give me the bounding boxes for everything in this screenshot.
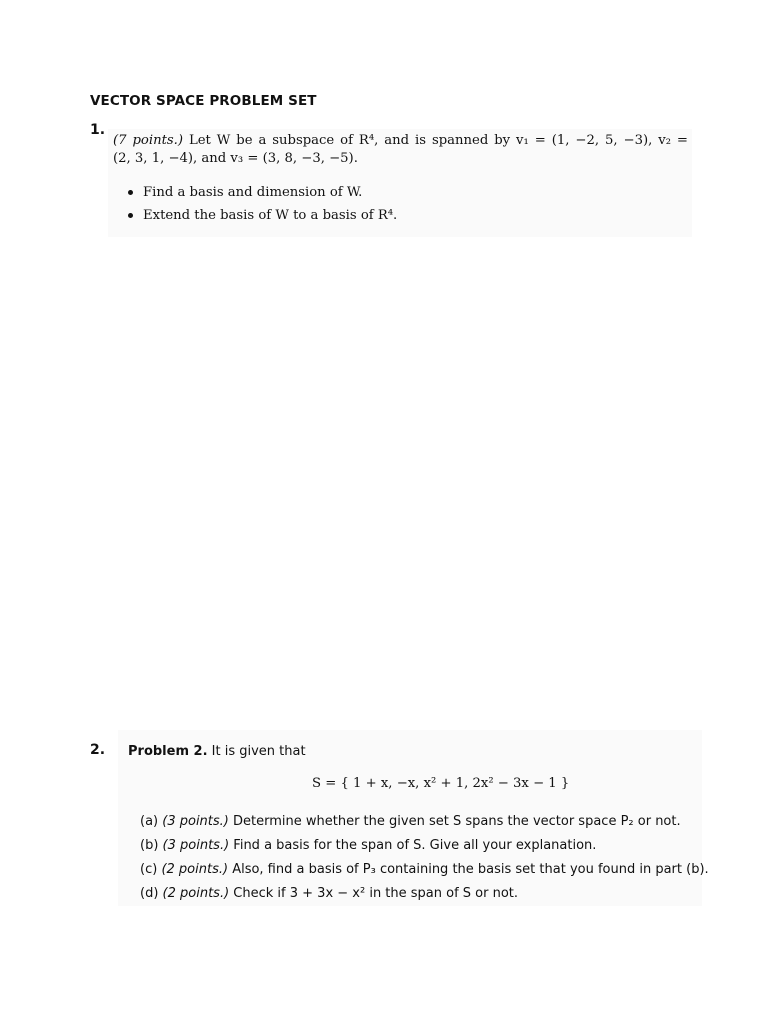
part-text: Determine whether the given set S spans the vector space P₂ or not. [233, 814, 681, 829]
page-title: VECTOR SPACE PROBLEM SET [90, 93, 317, 109]
problem-2-block [118, 730, 709, 906]
part-label: (d) [140, 886, 159, 901]
part-points: (2 points.) [161, 862, 229, 877]
problem-1-bullet-list [128, 181, 397, 227]
part-label: (b) [140, 838, 159, 853]
list-item [128, 204, 397, 227]
list-item [140, 810, 709, 834]
problem-1-statement-line-1: Let W be a subspace of R⁴, and is spanned by v₁ = (1, −2, 5, −3), v₂ = [188, 133, 688, 148]
problem-2-heading: Problem 2. [128, 744, 208, 759]
part-text: Check if 3 + 3x − x² in the span of S or not. [233, 886, 519, 901]
part-label: (a) [140, 814, 159, 829]
problem-1-number: 1. [90, 122, 106, 138]
part-points: (2 points.) [162, 886, 230, 901]
part-text: Also, find a basis of P₃ containing the basis set that you found in part (b). [232, 862, 709, 877]
problem-1-points: (7 points.) [113, 133, 183, 148]
part-points: (3 points.) [162, 814, 229, 829]
list-item [140, 882, 709, 906]
set-equation: S = { 1 + x, −x, x² + 1, 2x² − 3x − 1 } [312, 776, 570, 791]
bullet-text: Find a basis and dimension of W. [143, 185, 363, 200]
bullet-icon [128, 190, 133, 195]
problem-2-number: 2. [90, 742, 106, 758]
bullet-text: Extend the basis of W to a basis of R⁴. [143, 208, 398, 223]
problem-2-parts [140, 810, 709, 906]
problem-1-block [108, 129, 692, 237]
part-points: (3 points.) [162, 838, 230, 853]
list-item [128, 181, 397, 204]
problem-1-statement-line-2: (2, 3, 1, −4), and v₃ = (3, 8, −3, −5). [113, 151, 358, 166]
problem-2-intro-text: It is given that [211, 744, 306, 759]
list-item [140, 834, 709, 858]
part-label: (c) [140, 862, 158, 877]
part-text: Find a basis for the span of S. Give all your explanation. [233, 838, 597, 853]
bullet-icon [128, 213, 133, 218]
problem-2-intro [128, 744, 306, 759]
problem-1-statement [113, 132, 688, 168]
list-item [140, 858, 709, 882]
